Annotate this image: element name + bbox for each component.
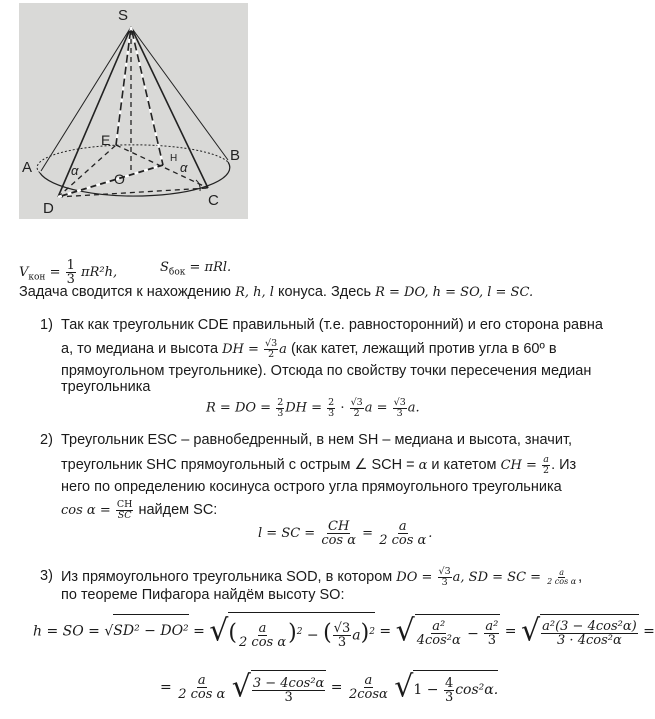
frac-den: 3 <box>277 407 284 419</box>
frac-a-2cosa <box>348 674 389 701</box>
sqrt-icon: √ <box>394 669 414 705</box>
base-ellipse-front <box>40 162 230 196</box>
frac-num: 1 <box>66 258 75 273</box>
eq: = <box>188 623 210 640</box>
cos-eq: cos α = <box>61 502 115 518</box>
frac-num: 2 <box>328 397 335 408</box>
frac-den: 3 <box>444 689 454 705</box>
square: 2 <box>296 627 303 637</box>
frac-num: a <box>559 567 565 577</box>
generator-SA <box>41 27 131 171</box>
do-eq: DO = <box>396 569 437 585</box>
sqrt-icon: √ <box>395 613 415 649</box>
frac-den: 3 <box>441 576 448 588</box>
volume-tail: πR²h, <box>81 265 118 280</box>
step1-line2-a: а, то медиана и высота <box>61 340 223 357</box>
eq: = <box>638 623 655 640</box>
eq: = <box>160 679 177 696</box>
cone-diagram <box>19 3 248 219</box>
one-minus: 1 − <box>413 682 443 698</box>
comma: , <box>578 568 583 585</box>
frac-den: 3 <box>337 635 347 651</box>
frac-num: 4 <box>444 675 454 691</box>
volume-symbol: V <box>19 265 29 280</box>
sqrt-icon: √ <box>104 623 114 640</box>
frac-den: 3 <box>396 407 403 419</box>
pythagoras-equation <box>33 612 655 651</box>
ch-eq: CH = <box>500 457 542 473</box>
frac-num: a²(3 − 4cos²α) <box>542 619 637 635</box>
lateral-symbol: S <box>160 260 169 275</box>
frac-num: a² <box>432 619 446 635</box>
step2-line1: Треугольник ESC – равнобедренный, в нем SH – медиана и высота, значит, <box>61 432 573 448</box>
frac-num: a <box>197 673 206 688</box>
step2-equation <box>258 520 432 547</box>
frac-den: 2 <box>353 407 360 419</box>
label-E: E <box>101 132 111 148</box>
frac-big <box>541 620 638 647</box>
step1-line2-b: (как катет, лежащий против угла в 60º в <box>286 340 557 357</box>
eq-dh: DH = <box>285 400 327 416</box>
cos2-end: cos²α. <box>455 682 499 698</box>
step1-number: 1) <box>40 317 53 333</box>
frac-num: 3 − 4cos²α <box>252 675 325 691</box>
frac-num: √3 <box>350 397 363 408</box>
frac-2-3 <box>276 398 284 418</box>
var-a: a <box>352 627 361 644</box>
frac-num: a <box>364 673 373 688</box>
frac-num: a² <box>485 619 499 635</box>
square: 2 <box>369 627 375 637</box>
dot: · <box>336 400 349 416</box>
frac-2-3b <box>327 398 335 418</box>
step3-line1-a: Из прямоугольного треугольника SOD, в котором <box>61 568 397 585</box>
radicand-1: SD² − DO² <box>113 614 188 646</box>
radicand-2: ( $\frac{a}{\text{2 cos α}}$ )$^2$ − ( $\frac{√3}{3}$ a)$^2$ <box>228 612 375 651</box>
frac-num: CH <box>328 519 350 534</box>
frac-den: 2 cos α <box>379 533 427 548</box>
eq-l-sc: l = SC = <box>258 526 320 541</box>
label-D: D <box>43 200 54 217</box>
label-alpha-D: α <box>71 163 79 178</box>
frac-sqrt3-3 <box>393 398 407 418</box>
frac-den: cos α <box>321 533 357 548</box>
eq: = <box>500 623 521 640</box>
step1-line1: Так как треугольник CDE правильный (т.е. равносторонний) и его сторона равна <box>61 317 603 333</box>
final-equation <box>160 670 498 705</box>
label-S: S <box>118 7 129 24</box>
generator-SB <box>131 27 228 160</box>
frac-den: 4cos²α <box>416 633 461 649</box>
eq: = <box>374 623 396 640</box>
frac-sqrt3-2 <box>264 339 278 359</box>
frac-den: 3 · 4cos²α <box>557 633 622 649</box>
eq-r-do: R = DO = <box>206 400 276 416</box>
step3-number: 3) <box>40 568 53 584</box>
label-C: C <box>208 192 219 209</box>
step2-line2-b: и катетом <box>427 456 501 473</box>
frac-num: a <box>398 519 407 534</box>
label-B: B <box>230 147 241 164</box>
frac-num: 2 <box>277 397 284 408</box>
eq-h-so: h = SO = <box>33 623 105 640</box>
dh-eq: DH = <box>222 341 264 357</box>
minus: − <box>302 627 324 644</box>
sqrt-icon: √ <box>520 613 541 649</box>
frac-num: √3 <box>265 338 278 349</box>
step2-line4-b: найдем SC: <box>134 501 218 518</box>
eq: = <box>326 679 347 696</box>
step1-line4: треугольника <box>61 379 151 395</box>
radicand-5 <box>251 670 326 705</box>
frac-a2-3 <box>484 620 499 647</box>
label-alpha-C: α <box>180 160 188 175</box>
radicand-3 <box>415 614 501 649</box>
sqrt-icon: √ <box>209 613 229 649</box>
lateral-formula <box>160 259 231 282</box>
radicand-4 <box>540 614 639 649</box>
frac-a-2cos <box>378 520 427 547</box>
edge-EC <box>116 145 208 188</box>
lateral-tail: = πRl. <box>185 260 232 275</box>
step1-line2 <box>61 339 557 359</box>
frac-3-4cos2-3 <box>252 677 325 704</box>
sqrt-icon: √ <box>231 669 251 705</box>
frac-a-2 <box>542 455 550 475</box>
frac-num: √3 <box>393 397 406 408</box>
radicand-6 <box>413 670 498 705</box>
eq-a: a = <box>364 400 392 416</box>
frac-sqrt3-3 <box>438 567 452 587</box>
label-H: H <box>170 153 178 164</box>
frac-den: 2 <box>268 348 275 360</box>
frac-a-2cos <box>546 569 577 586</box>
step2-line3: него по определению косинуса острого угла прямоугольного треугольника <box>61 479 562 495</box>
frac-num: √3 <box>438 566 451 577</box>
eq: = <box>358 526 378 541</box>
step1-line3: прямоугольном треугольнике). Отсюда по свойству точки пересечения медиан <box>61 363 592 379</box>
sd-eq: , SD = SC = <box>460 569 546 585</box>
frac-ch-cos <box>320 520 357 547</box>
frac-den: 2 <box>543 464 550 476</box>
intro-vars: R, h, l <box>235 285 274 300</box>
minus: − <box>462 625 484 642</box>
frac-num: a <box>543 454 549 465</box>
frac-a-2cos <box>177 674 226 701</box>
frac-a-2cos <box>238 622 287 649</box>
step2-line4 <box>61 500 217 520</box>
intro-line <box>19 283 533 302</box>
fraction-one-third <box>66 259 76 286</box>
frac-den: 2 cos α <box>178 687 226 702</box>
var-a: a <box>279 341 287 357</box>
intro-text-b: конуса. Здесь <box>273 284 376 300</box>
frac-ch-sc <box>116 500 134 520</box>
frac-den: 2cosα <box>348 687 388 702</box>
cone-figure-photo <box>19 3 248 219</box>
frac-den: 3 <box>328 407 335 419</box>
volume-sub: кон <box>28 272 46 283</box>
eq-end: . <box>428 526 433 541</box>
step2-line2 <box>61 455 576 475</box>
intro-text-a: Задача сводится к нахождению <box>19 284 236 300</box>
frac-den: 3 <box>284 689 293 705</box>
label-A: A <box>22 159 33 176</box>
frac-den: 2 cos α <box>547 576 577 586</box>
alpha: α <box>418 457 428 473</box>
lateral-sub: бок <box>168 267 186 278</box>
step2-line2-a: треугольник SHC прямоугольный с острым ∠ SCH = <box>61 456 419 473</box>
frac-a2-4cos2 <box>416 620 462 647</box>
frac-sqrt3-2b <box>350 398 364 418</box>
step2-number: 2) <box>40 432 53 448</box>
frac-4-3 <box>444 677 454 704</box>
volume-eq: = <box>49 265 65 280</box>
eq-end: a. <box>407 400 420 416</box>
step1-equation <box>206 398 420 418</box>
step2-line2-c: . Из <box>551 456 577 473</box>
frac-den: 3 <box>66 272 75 287</box>
var-a: a <box>452 569 461 585</box>
step3-line2: по теореме Пифагора найдём высоту SO: <box>61 587 345 603</box>
frac-num: a <box>258 621 267 637</box>
frac-num: √3 <box>333 621 351 637</box>
frac-sqrt3-3 <box>333 622 352 649</box>
frac-den: SC <box>117 509 132 521</box>
intro-defs: R = DO, h = SO, l = SC. <box>375 285 534 300</box>
frac-num: CH <box>116 499 133 510</box>
label-O: O <box>114 171 125 187</box>
frac-den: 3 <box>487 633 496 649</box>
frac-den: 2 cos α <box>239 635 287 651</box>
step3-line1 <box>61 567 582 587</box>
